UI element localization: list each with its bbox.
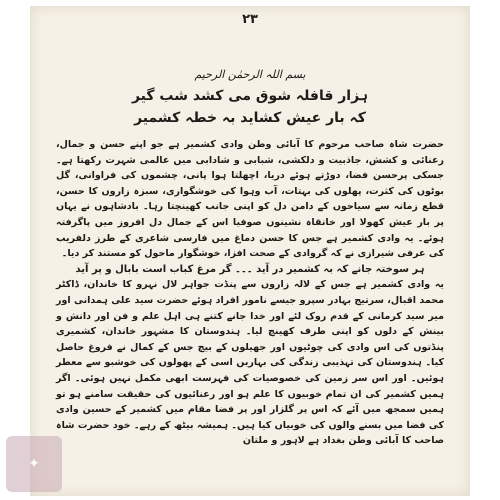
page-number: ۲۳	[242, 12, 258, 27]
watermark-logo	[6, 436, 62, 492]
verse-line-1: ہزار قافلہ شوق می کشد شب گیر	[131, 88, 369, 104]
verse-line-2: کہ بار عیش کشاید بہ خطہ کشمیر	[134, 110, 366, 126]
paragraph-1: حضرت شاہ صاحب مرحوم کا آبائی وطن وادی کشمیر ہے جو اپنے حسن و جمال، رعنائی و کشش، جاذبیت و دلکشی، شبابی و شادابی میں عالمی شہرت رکھتا ہے۔ جسکی پرحسن فضا، دوڑتے ہوئے دریا، اچھلتا ہوا پانی، چشموں کی فراوانی، گل بوٹوں کی کثرت، پھلوں کی بہتات، آب وہوا کی خوشگواری، سبزہ زاروں کا حسن، قطع زمانہ سے سیاحوں کے دامن دل کو اپنی جانب کھینچتا رہا۔ بادشاہوں نے یہاں پر بار عیش کھولا اور خانقاہ نشینوں صوفیا اس کے جمال دل افروز میں پاگرفتہ ہوئے۔ یہ وادی کشمیر ہے جس کا حسن دماغ میں فارسی شاعری کے طرز دلفریب کی عرفی شیرازی نے کہ گروادی کے صحت افزا، خوشگوار ماحول کو مستند کر دیا۔	[56, 139, 444, 260]
body-text	[56, 137, 444, 449]
paragraph-2: یہ وادی کشمیر ہے جس کے لالہ زاروں سے پنڈت جواہر لال نہرو کا خاندان، ڈاکٹر محمد اقبال، سرتیج بہادر سپرو جیسے نامور افراد ہوئے حضرت سید علی ہمدانی اور میر سید کرمانی کے قدم روک لئے اور خدا جانے کتنے ہی اہل علم و فن اور دانش و بینش کے دلوں کو اپنی طرف کھینچ لیا۔ ہندوستان کا مشہور خاندان، کشمیری پنڈتوں کی اس وادی کی چوٹیوں اور جھیلوں کے بیچ جس کے کمال نے فروغ حاصل کیا۔ ہندوستان کی تہذیبی زندگی کی بہاریں اسی کے پھولوں کی خوشبو سے معطر ہوئیں۔ اور اس سر زمین کی خصوصیات کی فہرست ابھی مکمل نہیں ہوئی۔ اگر ہمیں کشمیر کی ان تمام خوبیوں کا علم ہو اور رعنائیوں کی حقیقت سامنے ہو تو ہمیں سمجھ میں آئے کہ اس پر گلزار اور پر فضا مقام میں کشمیر کے حسین وادی کی فضا میں بسنے والوں کی خوبیاں کیا ہیں۔ ہمیشہ بیٹھ کے رہے۔ خود حضرت شاہ صاحب کا آبائی وطن بغداد ہے لاہور و ملتان	[56, 279, 444, 447]
inline-verse: ہر سوختہ جانے کہ بہ کشمیر در آید ۔۔۔ گر مرغ کباب است بابال و پر آید	[75, 263, 425, 275]
bismillah-heading: بسم اللہ الرحمٰن الرحیم	[194, 68, 306, 81]
watermark-icon: ✦	[28, 456, 40, 472]
book-page	[30, 6, 470, 496]
